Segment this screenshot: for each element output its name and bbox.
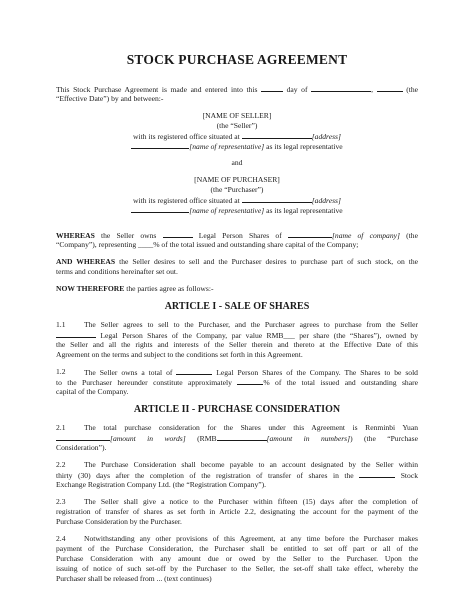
clause-1-1-line-4: Agreement on the terms and subject to the conditions set forth in this Agreement. [56, 350, 303, 359]
purchaser-alias: (the “Purchaser”) [210, 185, 264, 194]
clause-2-4-line-5: Purchaser shall be released from ... (text continues) [56, 574, 212, 583]
blank-exchange-name [359, 470, 395, 478]
now-therefore-line: NOW THEREFORE the parties agree as follows:- [56, 284, 214, 293]
clause-2-2-line-3: Exchange Registration Company Ltd. (the “Registration Company”). [56, 480, 267, 489]
clause-number: 2.1 [56, 423, 66, 432]
blank-company-name [288, 230, 332, 238]
clause-1-1-line-2: Legal Person Shares of the Company, par value RMB___ per share (the “Shares”), owned by [56, 330, 418, 341]
seller-name: [NAME OF SELLER] [202, 111, 272, 120]
intro-line-2: “Effective Date”) by and between:- [56, 94, 164, 103]
clause-2-3-line-3: Purchase Consideration by the Purchaser. [56, 517, 182, 526]
seller-alias: (the “Seller”) [216, 121, 258, 130]
clause-1-2-line-2: to the Purchaser hereunder constitute approximately % of the total issued and outstanding share [56, 378, 418, 387]
intro-line-1: This Stock Purchase Agreement is made and entered into this day of , (the [56, 85, 418, 94]
clause-2-1-line-3: Consideration”). [56, 443, 107, 452]
blank-seller-rep [131, 141, 189, 149]
purchaser-name: [NAME OF PURCHASER] [194, 175, 280, 184]
and-whereas-line-2: terms and conditions hereinafter set out. [56, 267, 178, 276]
clause-2-3-line-1: The Seller shall give a notice to the Purchaser within fifteen (15) days after the completion of [84, 497, 418, 506]
clause-2-2-line-2: thirty (30) days after the completion of the registration of transfer of shares in the Stock [56, 471, 418, 480]
seller-rep-line: [name of representative] as its legal representative [56, 141, 418, 152]
clause-2-4-line-4: issuing of notice of such set-off by the Purchaser to the Seller, the set-off shall take effect, whereby the [56, 564, 418, 573]
blank-seller-address [242, 131, 312, 139]
clause-2-2-line-1: The Purchase Consideration shall become payable to an account designated by the Seller within [84, 460, 418, 469]
clause-1-2-line-3: capital of the Company. [56, 387, 129, 396]
clause-2-1-line-2: [amount in words] (RMB [amount in numbers]) (the “Purchase [56, 433, 418, 444]
clause-2-1-line-1: The total purchase consideration for the Shares under this Agreement is Renminbi Yuan [84, 423, 418, 432]
blank-shares-sold [56, 330, 96, 338]
blank-total-shares [176, 367, 212, 375]
clause-number: 1.1 [56, 320, 66, 329]
blank-amount-words [56, 433, 110, 441]
blank-year [377, 84, 403, 92]
clause-number: 2.3 [56, 497, 66, 506]
article-2-heading: ARTICLE II - PURCHASE CONSIDERATION [133, 404, 341, 415]
blank-share-count [163, 230, 193, 238]
purchaser-office-line: with its registered office situated at [address] [133, 196, 341, 205]
blank-amount-numbers [217, 433, 267, 441]
blank-month [311, 84, 371, 92]
and-connector: and [231, 158, 243, 167]
purchaser-rep-line: [name of representative] as its legal representative [56, 205, 418, 216]
clause-1-1-line-1: The Seller agrees to sell to the Purchaser, and the Purchaser agrees to purchase from the Seller [84, 320, 418, 329]
and-whereas-line-1: AND WHEREAS the Seller desires to sell and the Purchaser desires to purchase part of such stock, on the [56, 257, 418, 266]
clause-number: 2.2 [56, 460, 66, 469]
clause-2-4-line-2: payment of the Purchase Consideration, the Purchaser shall be entitled to set off part or all of the [56, 544, 418, 553]
blank-purchaser-rep [131, 205, 189, 213]
document-title: STOCK PURCHASE AGREEMENT [126, 52, 348, 67]
seller-office-line: with its registered office situated at [address] [133, 132, 341, 141]
clause-number: 2.4 [56, 534, 66, 543]
clause-1-2-line-1: The Seller owns a total of Legal Person Shares of the Company. The Shares to be sold [84, 368, 418, 377]
article-1-heading: ARTICLE I - SALE OF SHARES [164, 301, 310, 312]
clause-2-4-line-1: Notwithstanding any other provisions of this Agreement, at any time before the Purchaser makes [84, 534, 418, 543]
clause-number: 1.2 [56, 367, 66, 376]
clause-2-4-line-3: Purchase Consideration with any amount due or owed by the Seller to the Purchaser. Upon the [56, 554, 418, 563]
blank-purchaser-address [242, 195, 312, 203]
blank-percentage [237, 377, 263, 385]
whereas-line-1: WHEREAS the Seller owns Legal Person Shares of [name of company] (the [56, 231, 418, 240]
clause-1-1-line-3: the Seller and all the rights and interests of the Seller therein and thereto at the Effective Date of this [56, 340, 418, 349]
whereas-line-2: “Company”), representing ____% of the total issued and outstanding share capital of the Company; [56, 240, 359, 249]
clause-2-3-line-2: registration of transfer of shares as set forth in Article 2.2, designating the account for the payment of the [56, 507, 418, 516]
blank-day-number [261, 84, 283, 92]
